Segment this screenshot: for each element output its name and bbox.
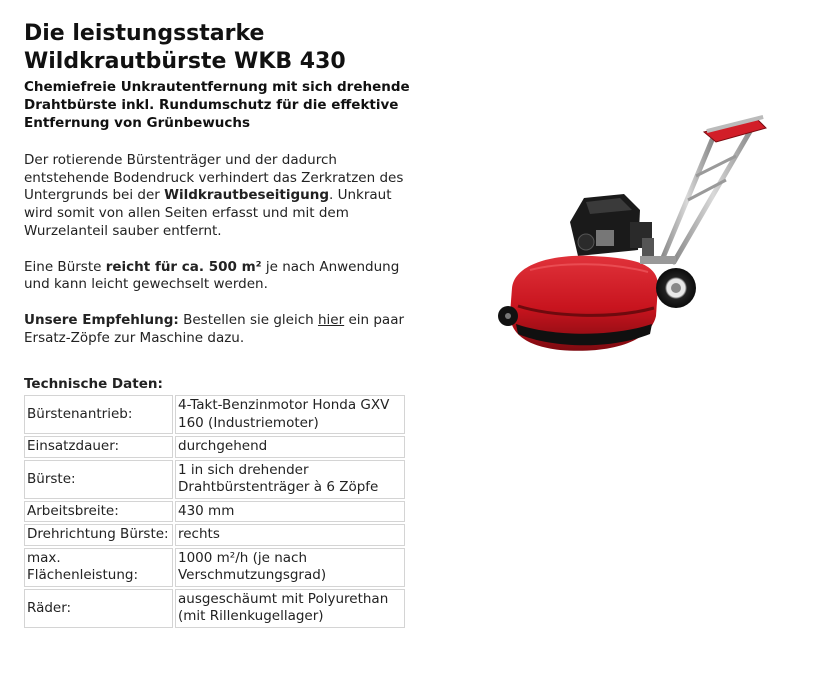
spec-key: Bürstenantrieb: [24,395,173,434]
table-row [24,501,405,523]
table-row [24,589,405,628]
table-row [24,524,405,546]
table-row [24,460,405,499]
specs-table [22,393,407,630]
description-paragraph-2 [24,259,424,294]
paragraph-text: Eine Bürste [24,258,106,275]
paragraph-text: Bestellen sie gleich [178,311,318,328]
weed-brush-machine-icon [490,110,780,360]
spec-key: Räder: [24,589,173,628]
table-row [24,548,405,587]
spec-key: Einsatzdauer: [24,436,173,458]
paragraph-text: . Unkraut wird somit von allen Seiten erfasst und mit dem Wurzelanteil sauber entfernt. [24,187,392,239]
spec-value: 4-Takt-Benzinmotor Honda GXV 160 (Industriemoter) [175,395,405,434]
recommendation-paragraph [24,312,424,347]
paragraph-emphasis: reicht für ca. 500 m² [105,258,262,275]
spec-value: 430 mm [175,501,405,523]
spec-key: Drehrichtung Bürste: [24,524,173,546]
product-image [490,110,780,360]
product-description [24,20,424,630]
spec-value: durchgehend [175,436,405,458]
spec-key: max. Flächenleistung: [24,548,173,587]
spec-value: rechts [175,524,405,546]
spec-value: ausgeschäumt mit Polyurethan (mit Rillenkugellager) [175,589,405,628]
table-row [24,436,405,458]
order-here-link[interactable]: hier [317,311,345,328]
page-title: Die leistungsstarke Wildkrautbürste WKB 430 [24,21,346,74]
spec-value: 1000 m²/h (je nach Verschmutzungsgrad) [175,548,405,587]
description-paragraph-1 [24,152,424,241]
table-row [24,395,405,434]
specs-title: Technische Daten: [24,376,163,393]
paragraph-text: Der rotierende Bürstenträger und der dadurch entstehende Bodendruck verhindert das Zerkratzen des Untergrunds bei der [24,152,404,204]
recommendation-label: Unsere Empfehlung: [24,311,179,328]
spec-key: Arbeitsbreite: [24,501,173,523]
paragraph-text: ein paar Ersatz-Zöpfe zur Maschine dazu. [24,311,405,346]
paragraph-text: je nach Anwendung und kann leicht gewechselt werden. [24,258,400,293]
spec-value: 1 in sich drehender Drahtbürstenträger à 6 Zöpfe [175,460,405,499]
page-subtitle: Chemiefreie Unkrautentfernung mit sich drehende Drahtbürste inkl. Rundumschutz für die effektive Entfernung von Grünbewuchs [24,79,410,131]
spec-key: Bürste: [24,460,173,499]
paragraph-emphasis: Wildkrautbeseitigung [164,187,329,204]
